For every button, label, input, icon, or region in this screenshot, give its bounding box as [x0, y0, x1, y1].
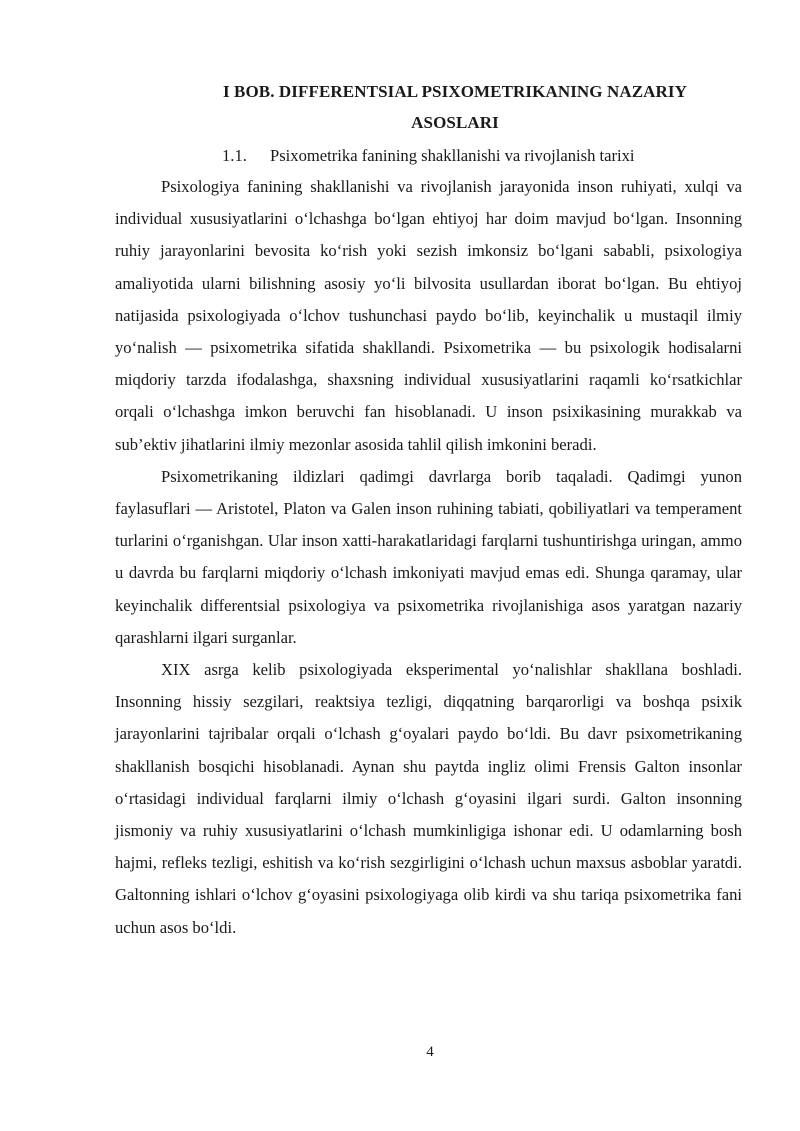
section-number: 1.1. [222, 146, 247, 165]
paragraph-1: Psixologiya fanining shakllanishi va rivojlanish jarayonida inson ruhiyati, xulqi va individual xususiyatlarini o‘lchashga bo‘lgan ehtiyoj har doim mavjud bo‘lgan. Insonning ruhiy jarayonlarini bevosita ko‘rish yoki sezish imkonsiz bo‘lgani sababli, psixologiya amaliyotida ularni bilishning asosiy yo‘li bilvosita usullardan iborat bo‘lgan. Bu ehtiyoj natijasida psixologiyada o‘lchov tushunchasi paydo bo‘lib, keyinchalik u mustaqil ilmiy yo‘nalish — psixometrika sifatida shakllandi. Psixometrika — bu psixologik hodisalarni miqdoriy tarzda ifodalashga, shaxsning individual xususiyatlarini raqamli ko‘rsatkichlar orqali o‘lchashga imkon beruvchi fan hisoblanadi. U inson psixikasining murakkab va sub’ektiv jihatlarini ilmiy mezonlar asosida tahlil qilish imkonini beradi. [115, 177, 742, 454]
paragraph-2: Psixometrikaning ildizlari qadimgi davrlarga borib taqaladi. Qadimgi yunon faylasuflari — Aristotel, Platon va Galen inson ruhining tabiati, qobiliyatlari va temperament turlarini o‘rganishgan. Ular inson xatti-harakatlaridagi farqlarni tushuntirishga uringan, ammo u davrda bu farqlarni miqdoriy o‘lchash imkoniyati mavjud emas edi. Shunga qaramay, ular keyinchalik differentsial psixologiya va psixometrika rivojlanishiga asos yaratgan nazariy qarashlarni ilgari surganlar. [115, 466, 742, 647]
section-heading [222, 140, 635, 171]
body-text [115, 171, 742, 944]
chapter-title: I BOB. DIFFERENTSIAL PSIXOMETRIKANING NAZARIY ASOSLARI [222, 82, 688, 132]
paragraph-3: XIX asrga kelib psixologiyada eksperimental yo‘nalishlar shakllana boshladi. Insonning hissiy sezgilari, reaktsiya tezligi, diqqatning barqarorligi va boshqa psixik jarayonlarini tajribalar orqali o‘lchash g‘oyalari paydo bo‘ldi. Bu davr psixometrikaning shakllanish bosqichi hisoblanadi. Aynan shu paytda ingliz olimi Frensis Galton insonlar o‘rtasidagi individual farqlarni ilmiy o‘lchash g‘oyasini ilgari surdi. Galton insonning jismoniy va ruhiy xususiyatlarini o‘lchash mumkinligiga ishonar edi. U odamlarning bosh hajmi, refleks tezligi, eshitish va ko‘rish sezgirligini o‘lchash uchun maxsus asboblar yaratdi. Galtonning ishlari o‘lchov g‘oyasini psixologiyaga olib kirdi va shu tariqa psixometrika fani uchun asos bo‘ldi. [115, 660, 742, 937]
section-title: Psixometrika fanining shakllanishi va rivojlanish tarixi [270, 146, 635, 165]
page-number: 4 [426, 1044, 434, 1060]
